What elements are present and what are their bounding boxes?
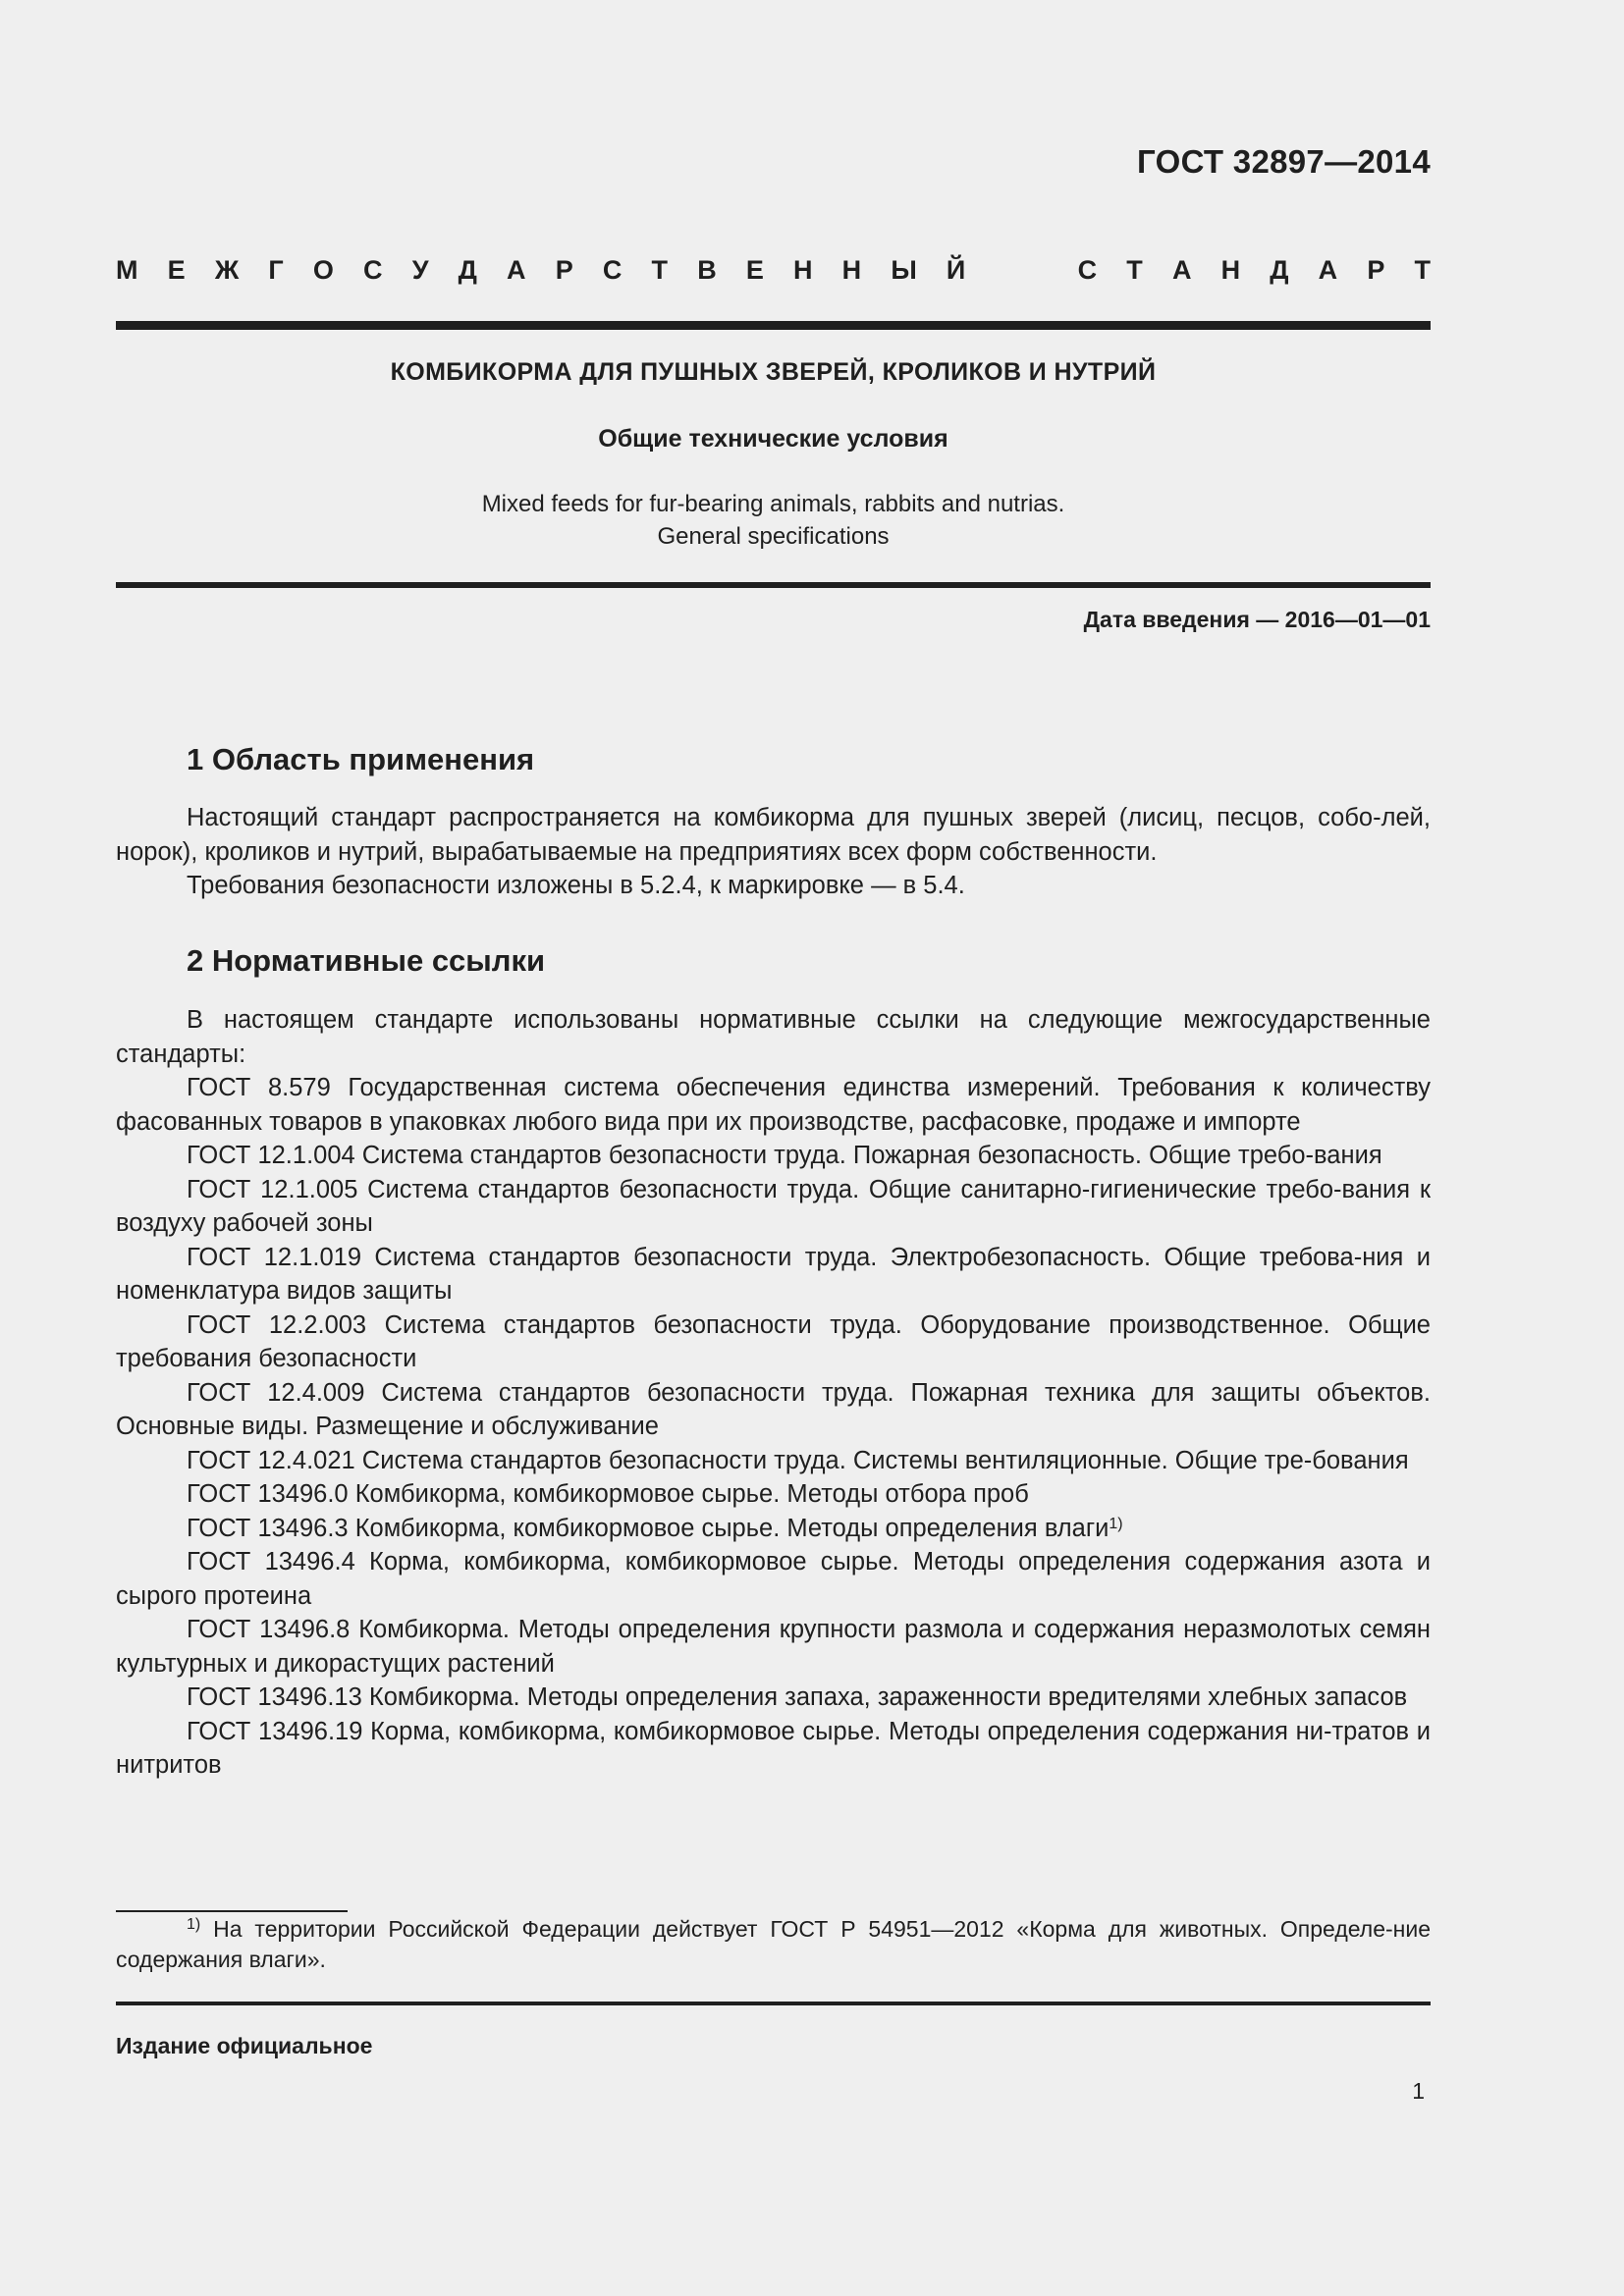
header-divider [116,321,1431,330]
letter: Ж [214,255,240,285]
footnote-body: На территории Российской Федерации действует ГОСТ Р 54951—2012 «Корма для животных. Определе-ние содержания влаги». [116,1916,1431,1972]
section-heading: 2 Нормативные ссылки [187,943,546,978]
section-heading: 1 Область применения [187,742,535,776]
paragraph: Настоящий стандарт распространяется на комбикорма для пушных зверей (лисиц, песцов, собо-лей, норок), кроликов и нутрий, вырабатываемые на предприятиях всех форм собственности. [116,804,1431,866]
letter: В [697,255,717,285]
reference-item: ГОСТ 13496.13 Комбикорма. Методы определения запаха, зараженности вредителями хлебных запасов [187,1683,1408,1711]
document-code: ГОСТ 32897—2014 [1137,143,1431,180]
footnote [116,1914,1431,1975]
paragraph: Требования безопасности изложены в 5.2.4, к маркировке — в 5.4. [187,872,965,899]
interstate-standard-heading [116,255,1431,286]
letter: Д [458,255,477,285]
reference-text: ГОСТ 13496.3 Комбикорма, комбикормовое сырье. Методы определения влаги [187,1514,1110,1542]
reference-item: ГОСТ 13496.4 Корма, комбикорма, комбикормовое сырье. Методы определения содержания азота и сырого протеина [116,1548,1431,1610]
letter: С [363,255,383,285]
letter: Т [651,255,669,285]
letter: С [602,255,623,285]
reference-item: ГОСТ 12.1.005 Система стандартов безопасности труда. Общие санитарно-гигиенические требо-вания к воздуху рабочей зоны [116,1175,1431,1237]
english-title-line: General specifications [657,523,890,550]
reference-item [116,1512,1431,1546]
section-body [116,1003,1431,1783]
section-body [116,801,1431,903]
letter: Н [793,255,813,285]
letter: С [1077,255,1098,285]
letter: Г [268,255,284,285]
footer-divider [116,2002,1431,2005]
introduction-date: Дата введения — 2016—01—01 [1083,607,1431,632]
letter: Ы [891,255,917,285]
paragraph: В настоящем стандарте использованы нормативные ссылки на следующие межгосударственные стандарты: [116,1006,1431,1068]
english-title-line: Mixed feeds for fur-bearing animals, rabbits and nutrias. [481,491,1065,517]
title-divider [116,582,1431,588]
letter: О [312,255,334,285]
letter: Н [841,255,862,285]
word-gap [995,255,1048,286]
letter: Т [1414,255,1431,285]
footnote-number: 1) [187,1916,201,1933]
footnote-text [116,1914,1431,1975]
letter: Н [1220,255,1241,285]
page-number: 1 [1412,2078,1425,2104]
document-title: КОМБИКОРМА ДЛЯ ПУШНЫХ ЗВЕРЕЙ, КРОЛИКОВ И НУТРИЙ [390,358,1157,386]
reference-item: ГОСТ 13496.19 Корма, комбикорма, комбикормовое сырье. Методы определения содержания ни-тратов и нитритов [116,1717,1431,1779]
letter: А [1171,255,1192,285]
letter: Е [745,255,764,285]
letter: А [1318,255,1338,285]
reference-item: ГОСТ 13496.8 Комбикорма. Методы определения крупности размола и содержания неразмолотых семян культурных и дикорастущих растений [116,1616,1431,1678]
letter: А [507,255,526,285]
reference-item: ГОСТ 12.1.019 Система стандартов безопасности труда. Электробезопасность. Общие требова-ния и номенклатура видов защиты [116,1243,1431,1305]
footnote-separator [116,1910,348,1912]
letter: Й [946,255,966,285]
reference-item: ГОСТ 12.4.009 Система стандартов безопасности труда. Пожарная техника для защиты объектов. Основные виды. Размещение и обслуживание [116,1378,1431,1440]
letter: Д [1270,255,1289,285]
english-title [116,488,1431,553]
official-edition-label: Издание официальное [116,2033,373,2058]
letter: Р [555,255,573,285]
footnote-marker[interactable]: 1) [1109,1515,1123,1532]
letter: Е [167,255,186,285]
letter: У [411,255,429,285]
reference-item: ГОСТ 13496.0 Комбикорма, комбикормовое сырье. Методы отбора проб [187,1480,1029,1508]
reference-item: ГОСТ 8.579 Государственная система обеспечения единства измерений. Требования к количеству фасованных товаров в упаковках любого вида при их производстве, расфасовке, продаже и импорте [116,1074,1431,1136]
letter: Т [1126,255,1143,285]
letter: Р [1367,255,1385,285]
reference-item: ГОСТ 12.1.004 Система стандартов безопасности труда. Пожарная безопасность. Общие требо-вания [187,1142,1382,1169]
document-subtitle: Общие технические условия [598,425,948,453]
reference-item: ГОСТ 12.4.021 Система стандартов безопасности труда. Системы вентиляционные. Общие тре-бования [187,1446,1409,1474]
reference-item: ГОСТ 12.2.003 Система стандартов безопасности труда. Оборудование производственное. Общие требования безопасности [116,1310,1431,1372]
letter: М [116,255,138,285]
